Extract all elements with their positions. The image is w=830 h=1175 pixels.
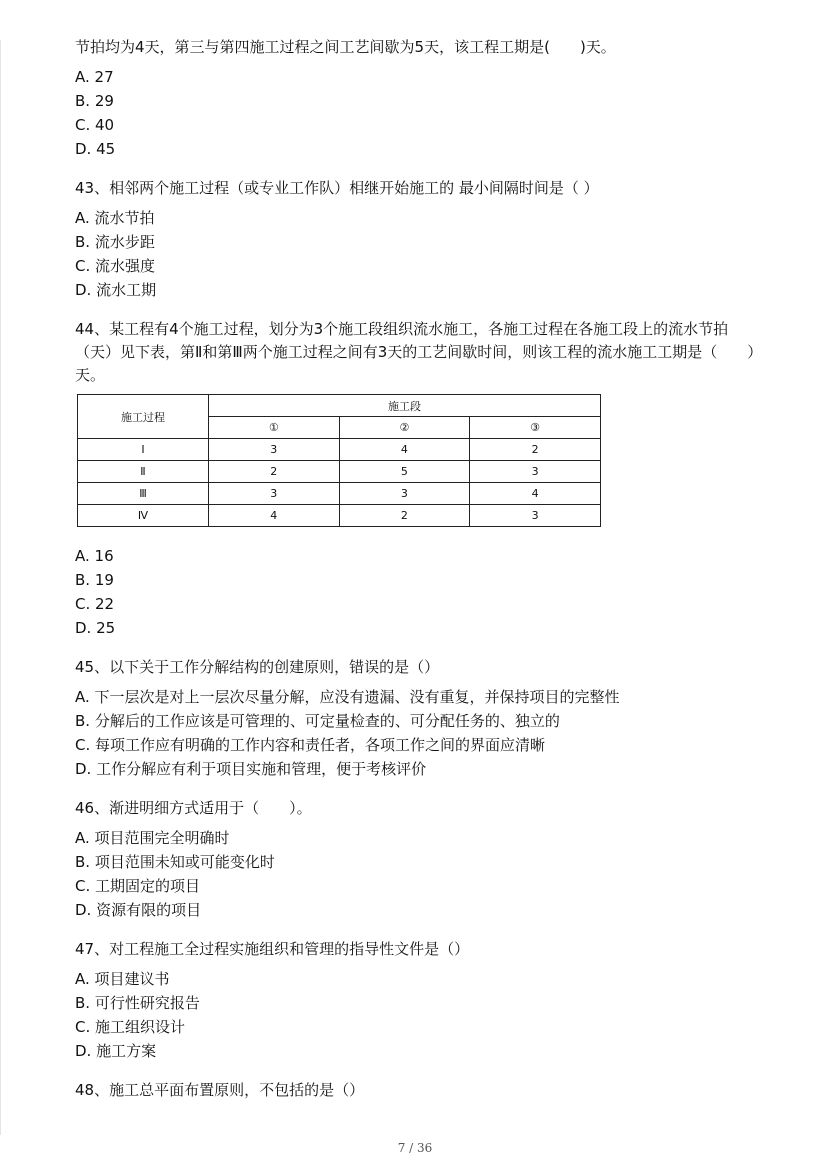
segment-label: ③ [470, 417, 601, 439]
value-cell: 3 [470, 505, 601, 527]
option-b[interactable]: B. 19 [75, 571, 114, 589]
page-edge [0, 40, 1, 1135]
option-d[interactable]: D. 施工方案 [75, 1042, 157, 1060]
question-47 [75, 938, 765, 1063]
question-stem: 43、相邻两个施工过程（或专业工作队）相继开始施工的 最小间隔时间是（ ） [75, 179, 599, 197]
option-list [75, 685, 765, 781]
process-cell: Ⅰ [78, 439, 209, 461]
question-stem: 45、以下关于工作分解结构的创建原则，错误的是（） [75, 658, 440, 676]
option-b[interactable]: B. 可行性研究报告 [75, 994, 200, 1012]
option-b[interactable]: B. 29 [75, 92, 114, 110]
option-d[interactable]: D. 资源有限的项目 [75, 901, 202, 919]
segment-header: 施工段 [209, 395, 601, 417]
value-cell: 4 [339, 439, 470, 461]
process-header: 施工过程 [78, 395, 209, 439]
value-cell: 2 [339, 505, 470, 527]
option-d[interactable]: D. 25 [75, 619, 116, 637]
option-c[interactable]: C. 22 [75, 595, 115, 613]
option-d[interactable]: D. 流水工期 [75, 281, 157, 299]
flow-beat-table [77, 394, 601, 527]
value-cell: 4 [209, 505, 340, 527]
option-c[interactable]: C. 施工组织设计 [75, 1018, 186, 1036]
table-row [78, 439, 601, 461]
table-header-row [78, 395, 601, 417]
option-a[interactable]: A. 16 [75, 547, 114, 565]
option-d[interactable]: D. 45 [75, 140, 116, 158]
page-number: 7 / 36 [397, 1141, 433, 1155]
option-list [75, 65, 765, 161]
question-stem: 节拍均为4天，第三与第四施工过程之间工艺间歇为5天，该工程工期是( )天。 [75, 38, 616, 56]
process-cell: Ⅱ [78, 461, 209, 483]
option-list [75, 206, 765, 302]
exam-content [75, 36, 765, 1118]
segment-label: ① [209, 417, 340, 439]
value-cell: 2 [209, 461, 340, 483]
option-d[interactable]: D. 工作分解应有利于项目实施和管理，便于考核评价 [75, 760, 427, 778]
option-b[interactable]: B. 流水步距 [75, 233, 155, 251]
question-stem: 44、某工程有4个施工过程，划分为3个施工段组织流水施工，各施工过程在各施工段上的流水节拍（天）见下表，第Ⅱ和第Ⅲ两个施工过程之间有3天的工艺间歇时间，则该工程的流水施工工期是（ ）天。 [75, 320, 763, 384]
question-stem: 47、对工程施工全过程实施组织和管理的指导性文件是（） [75, 940, 470, 958]
value-cell: 3 [339, 483, 470, 505]
table-row [78, 483, 601, 505]
option-b[interactable]: B. 分解后的工作应该是可管理的、可定量检查的、可分配任务的、独立的 [75, 712, 560, 730]
value-cell: 3 [470, 461, 601, 483]
option-a[interactable]: A. 项目建议书 [75, 970, 170, 988]
option-list [75, 826, 765, 922]
option-c[interactable]: C. 每项工作应有明确的工作内容和责任者，各项工作之间的界面应清晰 [75, 736, 546, 754]
option-a[interactable]: A. 流水节拍 [75, 209, 155, 227]
option-c[interactable]: C. 工期固定的项目 [75, 877, 201, 895]
question-44 [75, 318, 765, 640]
question-46 [75, 797, 765, 922]
segment-label: ② [339, 417, 470, 439]
question-48 [75, 1079, 765, 1102]
question-stem: 48、施工总平面布置原则，不包括的是（） [75, 1081, 365, 1099]
process-cell: Ⅲ [78, 483, 209, 505]
option-b[interactable]: B. 项目范围未知或可能变化时 [75, 853, 275, 871]
question-41 [75, 36, 765, 161]
value-cell: 3 [209, 439, 340, 461]
option-a[interactable]: A. 项目范围完全明确时 [75, 829, 230, 847]
value-cell: 5 [339, 461, 470, 483]
option-a[interactable]: A. 27 [75, 68, 114, 86]
value-cell: 2 [470, 439, 601, 461]
option-c[interactable]: C. 流水强度 [75, 257, 156, 275]
question-stem: 46、渐进明细方式适用于（ ）。 [75, 799, 312, 817]
value-cell: 3 [209, 483, 340, 505]
option-list [75, 967, 765, 1063]
option-list [75, 544, 765, 640]
option-c[interactable]: C. 40 [75, 116, 115, 134]
value-cell: 4 [470, 483, 601, 505]
table-row [78, 461, 601, 483]
process-cell: Ⅳ [78, 505, 209, 527]
table-row [78, 505, 601, 527]
option-a[interactable]: A. 下一层次是对上一层次尽量分解，应没有遗漏、没有重复，并保持项目的完整性 [75, 688, 620, 706]
question-45 [75, 656, 765, 781]
question-43 [75, 177, 765, 302]
